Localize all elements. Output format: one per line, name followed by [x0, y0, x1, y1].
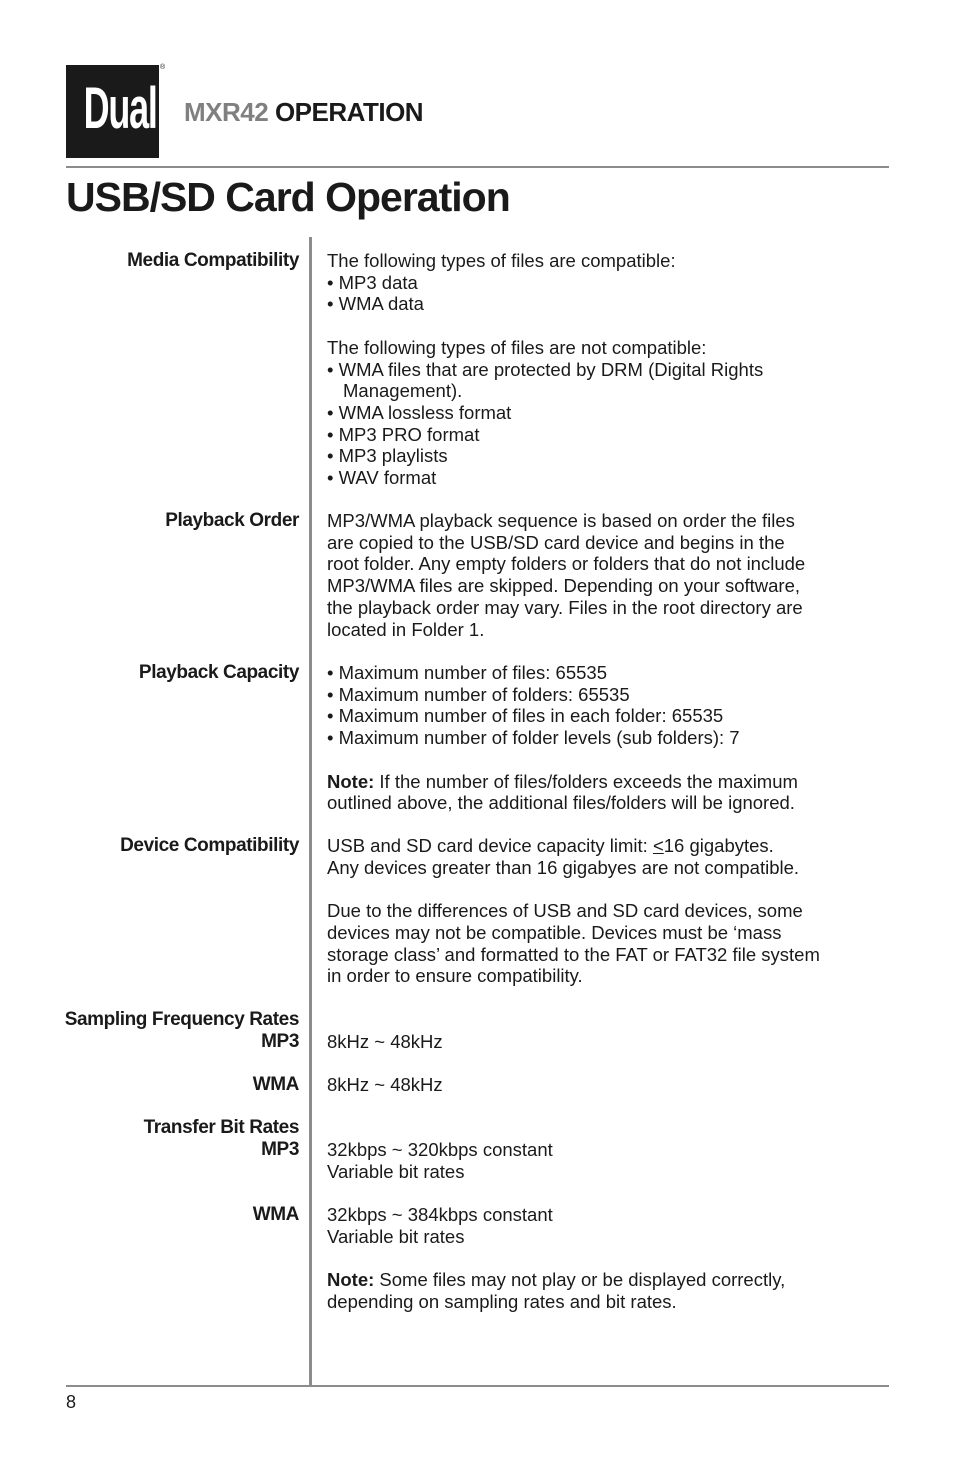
section-name: OPERATION — [274, 97, 424, 127]
page-number: 8 — [66, 1392, 77, 1412]
label-transfer-bit-rates: Transfer Bit Rates — [143, 1117, 299, 1138]
top-divider — [66, 166, 889, 168]
model-name: MXR42 — [184, 97, 269, 127]
text-line: the playback order may vary. Files in the root directory are — [327, 596, 803, 618]
text-line: located in Folder 1. — [327, 618, 485, 640]
bitrate-wma-text — [327, 1204, 887, 1313]
label-playback-order: Playback Order — [165, 510, 299, 531]
spacer — [327, 315, 887, 337]
note-line — [327, 771, 887, 793]
text-line: MP3/WMA files are skipped. Depending on your software, — [327, 575, 801, 597]
bottom-divider — [66, 1385, 889, 1387]
list-item-continuation: Management). — [343, 380, 463, 402]
label-sampling-wma: WMA — [252, 1074, 299, 1095]
device-compatibility-text — [327, 835, 887, 987]
label-media-compatibility: Media Compatibility — [127, 250, 299, 271]
page-title: USB/SD Card Operation — [66, 174, 510, 220]
section-header — [184, 96, 423, 128]
bitrate-mp3-text — [327, 1139, 887, 1182]
text-line: in order to ensure compatibility. — [327, 965, 583, 987]
list-item: • Maximum number of folder levels (sub folders): 7 — [327, 727, 740, 749]
playback-order-text — [327, 510, 887, 640]
text-line: are copied to the USB/SD card device and begins in the — [327, 531, 785, 553]
logo-text: Dual — [83, 76, 157, 141]
text-line: devices may not be compatible. Devices must be ‘mass — [327, 921, 782, 943]
text-line: storage class’ and formatted to the FAT or FAT32 file system — [327, 943, 820, 965]
note-line — [327, 1269, 887, 1291]
label-device-compatibility: Device Compatibility — [120, 835, 299, 856]
note-label: Note: — [327, 770, 375, 792]
limit-text: USB and SD card device capacity limit: — [327, 835, 653, 856]
list-item: • WMA lossless format — [327, 401, 512, 423]
sampling-mp3-value: 8kHz ~ 48kHz — [327, 1031, 443, 1052]
media-compatibility-text — [327, 250, 887, 489]
list-item: • Maximum number of files in each folder: 65535 — [327, 705, 724, 727]
sampling-wma-value: 8kHz ~ 48kHz — [327, 1074, 443, 1095]
note-label: Note: — [327, 1269, 375, 1291]
limit-value: 16 gigabytes. — [663, 835, 774, 856]
registered-mark: ® — [160, 64, 166, 71]
less-equal-symbol: < — [652, 835, 664, 856]
spacer — [327, 749, 887, 771]
column-divider — [309, 237, 312, 1386]
list-item: • Maximum number of files: 65535 — [327, 662, 607, 683]
label-sampling-frequency: Sampling Frequency Rates — [64, 1009, 299, 1030]
spacer — [327, 1247, 887, 1269]
text-line: MP3/WMA playback sequence is based on order the files — [327, 510, 795, 531]
label-bitrate-wma: WMA — [252, 1204, 299, 1225]
spacer — [327, 878, 887, 900]
label-playback-capacity: Playback Capacity — [138, 662, 299, 683]
dual-logo — [66, 65, 159, 158]
list-item: • Maximum number of folders: 65535 — [327, 683, 630, 705]
note-text: If the number of files/folders exceeds the maximum — [374, 770, 798, 792]
list-item: • MP3 playlists — [327, 445, 448, 467]
capacity-limit-line — [327, 835, 887, 857]
text-line: root folder. Any empty folders or folders that do not include — [327, 553, 806, 575]
text-line: Due to the differences of USB and SD card devices, some — [327, 900, 803, 922]
not-compatible-intro: The following types of files are not compatible: — [327, 336, 707, 358]
text-line: Variable bit rates — [327, 1160, 465, 1182]
list-item: • WMA files that are protected by DRM (Digital Rights — [327, 358, 764, 380]
label-sampling-mp3: MP3 — [261, 1031, 299, 1052]
text-line: Variable bit rates — [327, 1225, 465, 1247]
list-item: • MP3 data — [327, 271, 418, 293]
playback-capacity-text — [327, 662, 887, 814]
label-bitrate-mp3: MP3 — [261, 1139, 299, 1160]
note-line: outlined above, the additional files/folders will be ignored. — [327, 792, 795, 814]
note-line: depending on sampling rates and bit rates. — [327, 1290, 677, 1312]
text-line: 32kbps ~ 320kbps constant — [327, 1139, 553, 1160]
note-text: Some files may not play or be displayed correctly, — [374, 1269, 786, 1291]
text-line: Any devices greater than 16 gigabyes are not compatible. — [327, 856, 800, 878]
text-line: 32kbps ~ 384kbps constant — [327, 1204, 553, 1225]
list-item: • MP3 PRO format — [327, 423, 480, 445]
list-item: • WMA data — [327, 293, 424, 315]
compatible-intro: The following types of files are compatible: — [327, 250, 676, 271]
list-item: • WAV format — [327, 467, 437, 489]
